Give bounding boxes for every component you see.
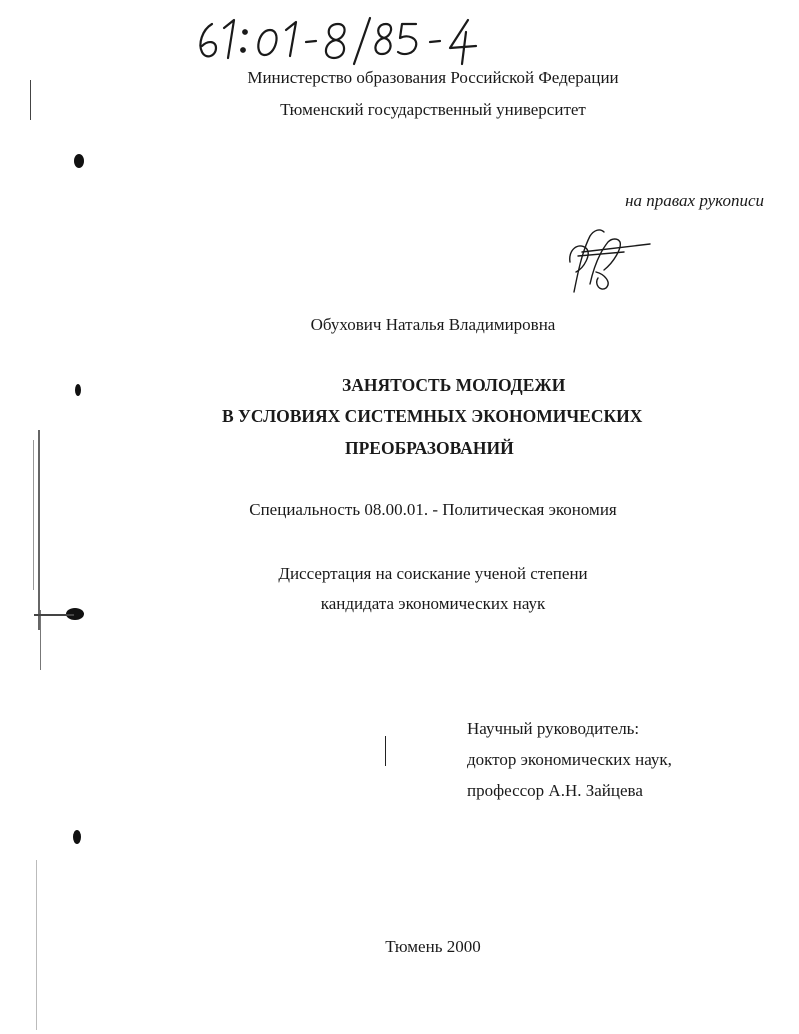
handwritten-archive-number — [190, 10, 490, 70]
binding-edge-mark — [36, 860, 37, 1030]
supervisor-line-2: доктор экономических наук, — [467, 750, 672, 769]
title-line-1: ЗАНЯТОСТЬ МОЛОДЕЖИ — [342, 375, 566, 395]
city-year: Тюмень 2000 — [385, 937, 481, 956]
supervisor-line-1: Научный руководитель: — [467, 719, 640, 738]
university-name: Тюменский государственный университет — [280, 100, 586, 119]
author-name: Обухович Наталья Владимировна — [310, 315, 556, 334]
dissertation-line-1: Диссертация на соискание ученой степени — [278, 564, 588, 583]
punch-hole-mark — [73, 830, 81, 844]
manuscript-note: на правах рукописи — [625, 191, 764, 210]
binding-edge-mark — [38, 430, 40, 630]
punch-hole-mark — [75, 384, 81, 396]
binding-edge-mark — [33, 440, 34, 590]
punch-hole-mark — [74, 154, 84, 168]
pen-mark — [385, 736, 386, 766]
ministry-name: Министерство образования Российской Федерации — [247, 68, 619, 87]
supervisor-line-3: профессор А.Н. Зайцева — [467, 781, 643, 800]
binding-edge-mark — [40, 610, 41, 670]
signature — [560, 222, 660, 297]
binding-edge-mark — [30, 80, 31, 120]
binding-edge-mark — [34, 614, 74, 616]
specialty: Специальность 08.00.01. - Политическая экономия — [249, 500, 617, 519]
title-line-3: ПРЕОБРАЗОВАНИЙ — [345, 438, 514, 458]
title-line-2: В УСЛОВИЯХ СИСТЕМНЫХ ЭКОНОМИЧЕСКИХ — [222, 406, 643, 426]
dissertation-line-2: кандидата экономических наук — [320, 594, 546, 613]
